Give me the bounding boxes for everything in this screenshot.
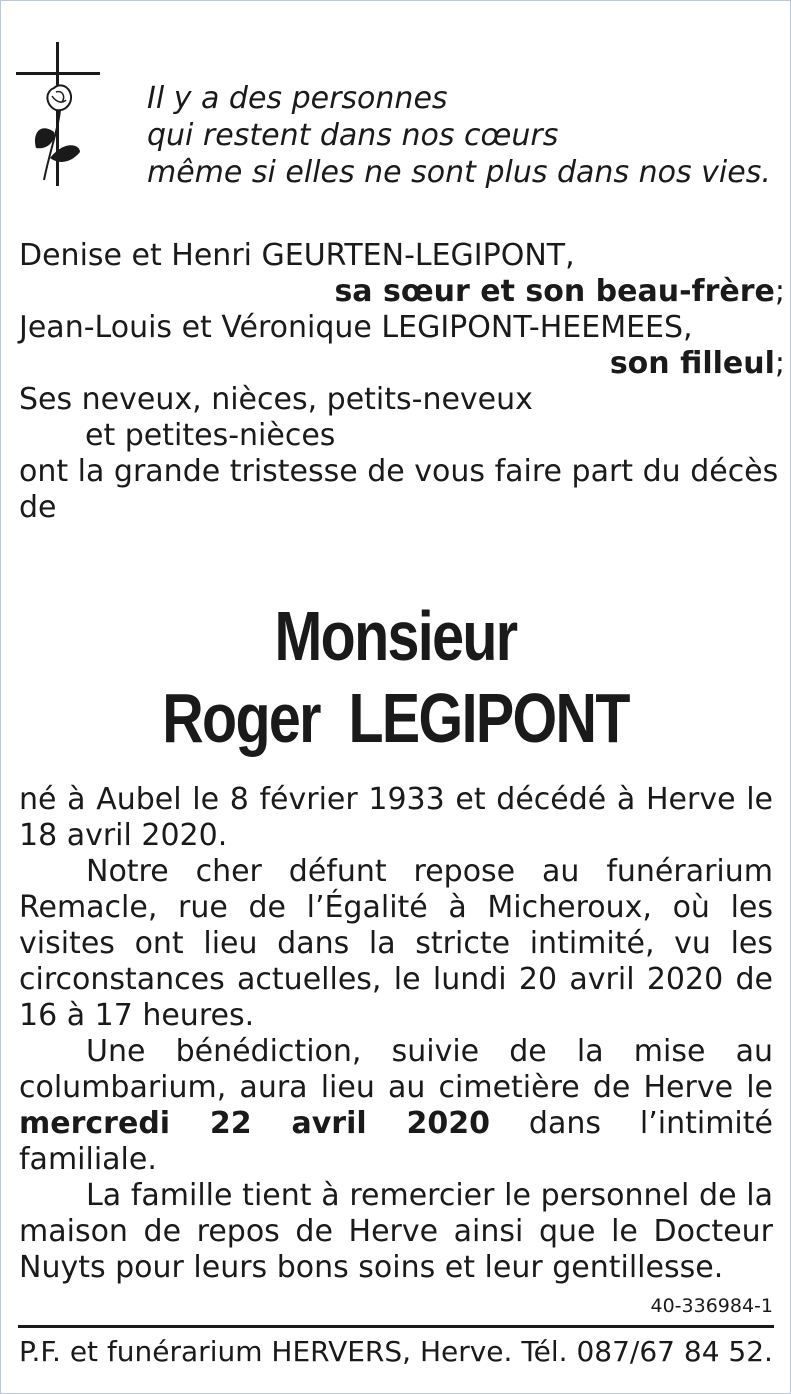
relation-godson-label: son filleul [609,346,775,381]
ceremony-paragraph [19,1034,773,1178]
family-line-nieces: et petites-nièces [85,418,336,453]
quote-line: qui restent dans nos cœurs [147,118,559,153]
thanks-paragraph: La famille tient à remercier le personnel de la maison de repos de Herve ainsi que le Docteur Nuyts pour leurs bons soins et leur gentillesse. [19,1178,773,1285]
cross-with-rose-icon [14,40,104,190]
family-line-godson: Jean-Louis et Véronique LEGIPONT-HEEMEES, [19,310,693,345]
memorial-quote [147,80,771,191]
announcement-line-end: de [19,490,57,525]
relation-sister [19,274,785,310]
family-line-nephews: Ses neveux, nièces, petits-neveux [19,382,533,417]
ceremony-date: mercredi 22 avril 2020 [19,1106,490,1141]
funeral-home-footer: P.F. et funérarium HERVERS, Herve. Tél. 087/67 84 52. [19,1335,773,1368]
birth-death-dates: né à Aubel le 8 février 1933 et décédé à Herve le 18 avril 2020. [19,782,773,853]
relation-sister-label: sa sœur et son beau-frère [334,274,775,309]
semicolon: ; [774,346,785,381]
repose-paragraph: Notre cher défunt repose au funérarium Remacle, rue de l’Égalité à Micheroux, où les visites ont lieu dans la stricte intimité, vu les circonstances actuelles, le lundi 20 avril 2020 de 16 à 17 heures. [19,854,773,1033]
quote-line: même si elles ne sont plus dans nos vies. [147,155,771,190]
divider [18,1325,774,1328]
quote-line: Il y a des personnes [147,81,448,116]
funeral-details [19,782,773,1286]
deceased-name: Roger LEGIPONT [162,679,629,757]
deceased-name-block [71,595,720,759]
family-announcement [19,238,785,526]
announcement-line: ont la grande tristesse de vous faire part du décès [19,454,779,489]
ceremony-text: Une bénédiction, suivie de la mise au columbarium, aura lieu au cimetière de Herve le [19,1034,773,1105]
ceremony-text-end: dans l’intimité familiale. [19,1106,773,1177]
reference-number: 40-336984-1 [650,1295,773,1317]
deceased-title: Monsieur [274,597,517,675]
semicolon: ; [774,274,785,309]
family-line-sister: Denise et Henri GEURTEN-LEGIPONT, [19,238,575,273]
relation-godson [19,346,785,382]
